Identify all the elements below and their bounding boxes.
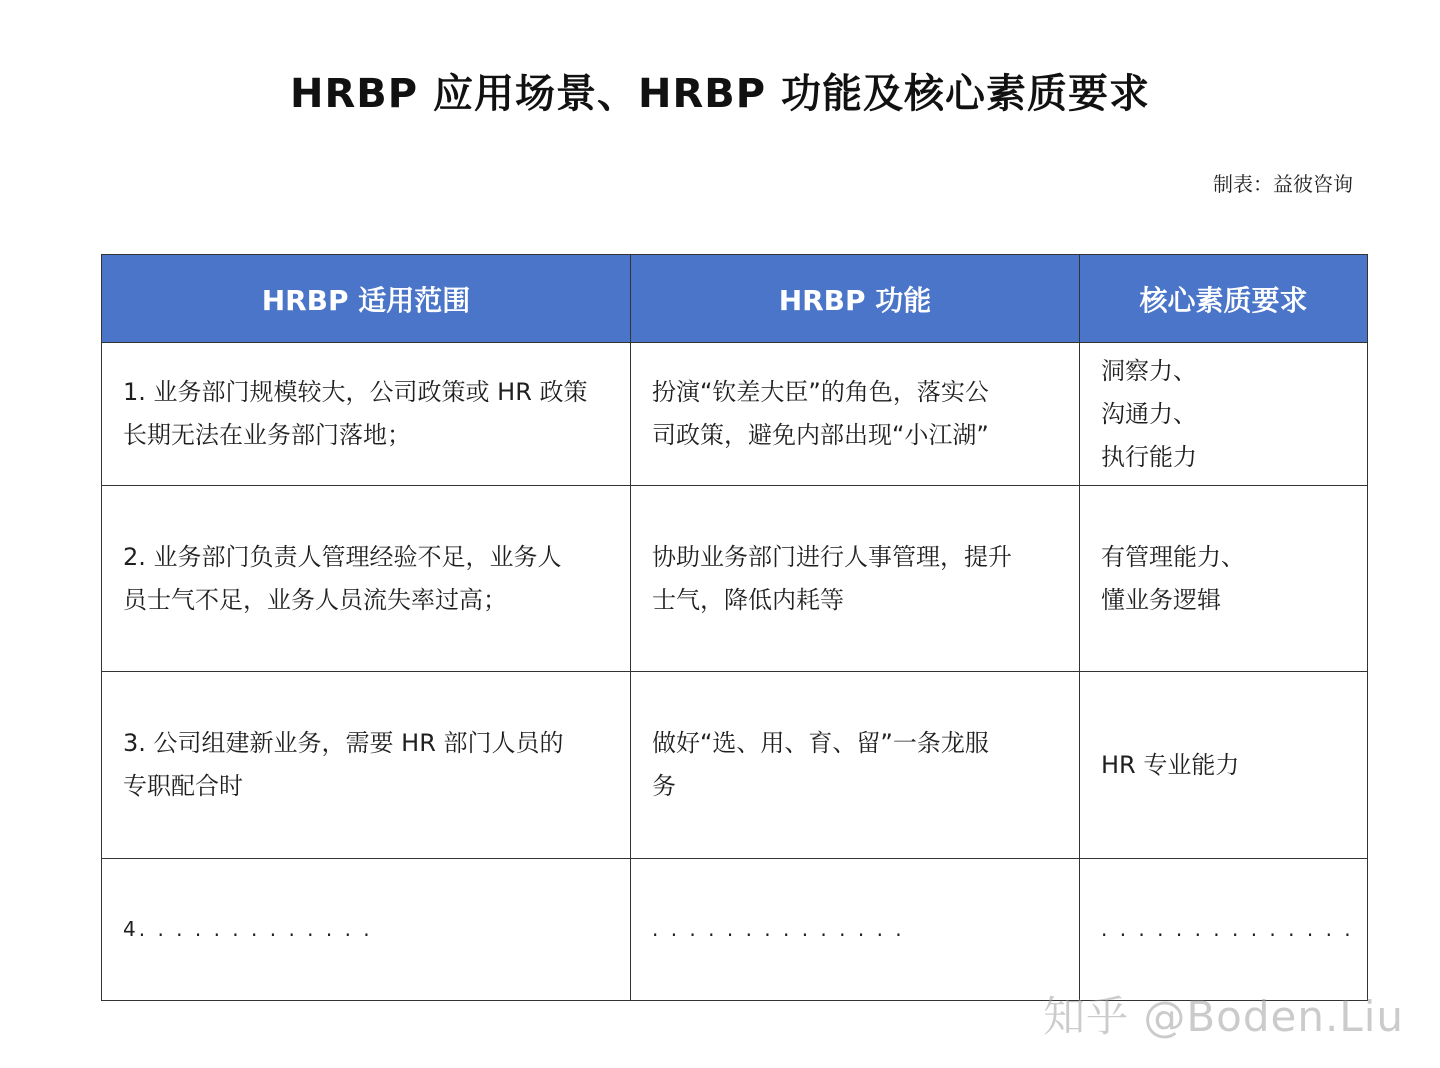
header-scope: HRBP 适用范围 (102, 255, 631, 343)
cell-text: 2. 业务部门负责人管理经验不足，业务人 (123, 542, 562, 571)
cell-text: 员士气不足，业务人员流失率过高； (123, 585, 507, 614)
cell-text: 协助业务部门进行人事管理，提升 (652, 542, 1012, 571)
cell-text: 扮演“钦差大臣”的角色，落实公 (652, 378, 989, 406)
cell-text: 懂业务逻辑 (1101, 585, 1221, 614)
function-cell (631, 859, 1080, 1001)
watermark: 知乎 @Boden.Liu (1042, 992, 1404, 1041)
cell-text: . . . . . . . . . . . . . . (652, 917, 905, 941)
page-title: HRBP 应用场景、HRBP 功能及核心素质要求 (289, 71, 1150, 117)
cell-text: 司政策，避免内部出现“小江湖” (652, 421, 989, 449)
cell-text: . . . . . . . . . . . . . . (1101, 917, 1354, 941)
scope-cell (102, 486, 631, 672)
cell-text: 1. 业务部门规模较大，公司政策或 HR 政策 (123, 378, 588, 406)
cell-text: 长期无法在业务部门落地； (123, 421, 411, 449)
quality-cell (1080, 859, 1368, 1001)
cell-text: 洞察力、 (1101, 356, 1197, 385)
header-quality: 核心素质要求 (1080, 255, 1368, 343)
scope-cell (102, 672, 631, 859)
quality-cell (1080, 486, 1368, 672)
cell-text: 沟通力、 (1101, 399, 1197, 428)
cell-text: 3. 公司组建新业务，需要 HR 部门人员的 (123, 729, 564, 757)
table-row (102, 343, 1368, 486)
table-row (102, 859, 1368, 1001)
cell-text: 务 (652, 772, 676, 800)
quality-cell (1080, 343, 1368, 486)
hrbp-table (101, 254, 1368, 1001)
cell-text: HR 专业能力 (1101, 750, 1240, 779)
table-row (102, 486, 1368, 672)
table-row (102, 672, 1368, 859)
cell-text: 执行能力 (1101, 442, 1197, 471)
function-cell (631, 343, 1080, 486)
header-function: HRBP 功能 (631, 255, 1080, 343)
cell-text: 专职配合时 (123, 772, 243, 800)
cell-text: 士气，降低内耗等 (652, 585, 844, 614)
quality-cell (1080, 672, 1368, 859)
function-cell (631, 672, 1080, 859)
table-header-row (102, 255, 1368, 343)
cell-text: 做好“选、用、育、留”一条龙服 (652, 729, 989, 757)
cell-text: 有管理能力、 (1101, 542, 1245, 571)
table-credit: 制表：益彼咨询 (1213, 172, 1353, 196)
function-cell (631, 486, 1080, 672)
cell-text: 4. . . . . . . . . . . . . (123, 917, 373, 941)
scope-cell (102, 343, 631, 486)
scope-cell (102, 859, 631, 1001)
